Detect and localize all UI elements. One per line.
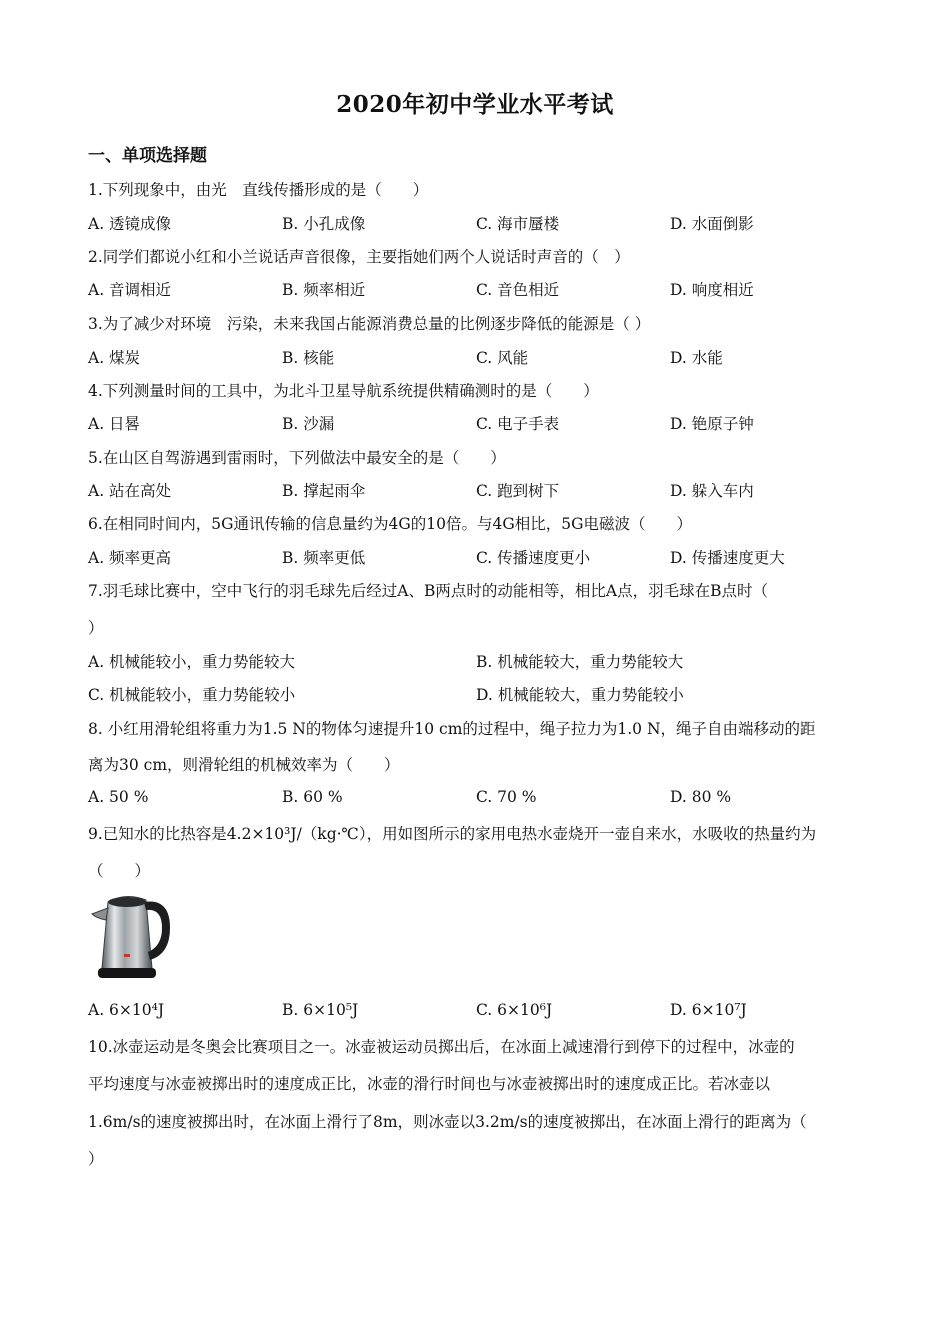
- q6-option-c: C. 传播速度更小: [476, 549, 591, 567]
- q5-option-b: B. 撑起雨伞: [282, 482, 366, 500]
- q7-option-c: C. 机械能较小，重力势能较小: [88, 686, 296, 704]
- question-10-stem-cont-2: 1.6m/s的速度被掷出时，在冰面上滑行了8m，则冰壶以3.2m/s的速度被掷出，在冰面上滑行的距离为（: [88, 1113, 807, 1131]
- q4-option-b: B. 沙漏: [282, 415, 335, 433]
- question-1-stem: 1.下列现象中，由光 直线传播形成的是（ ）: [88, 181, 429, 199]
- question-9-stem: 9.已知水的比热容是4.2×10³J/（kg·℃），用如图所示的家用电热水壶烧开一壶自来水，水吸收的热量约为: [88, 825, 817, 843]
- question-10-stem-cont-1: 平均速度与冰壶被掷出时的速度成正比，冰壶的滑行时间也与冰壶被掷出时的速度成正比。若冰壶以: [88, 1075, 771, 1093]
- q2-option-a: A. 音调相近: [88, 281, 172, 299]
- q1-option-d: D. 水面倒影: [670, 215, 754, 233]
- question-7-stem-cont: ）: [88, 619, 104, 637]
- q8-option-c: C. 70 %: [476, 788, 537, 806]
- q5-option-d: D. 躲入车内: [670, 482, 754, 500]
- q1-option-b: B. 小孔成像: [282, 215, 366, 233]
- question-9-stem-cont: （ ）: [88, 862, 151, 880]
- question-2-stem: 2.同学们都说小红和小兰说话声音很像，主要指她们两个人说话时声音的（ ）: [88, 248, 630, 266]
- q6-option-a: A. 频率更高: [88, 549, 172, 567]
- q9-option-c: C. 6×10⁶J: [476, 1001, 553, 1019]
- q7-option-b: B. 机械能较大，重力势能较大: [476, 653, 684, 671]
- q4-option-d: D. 铯原子钟: [670, 415, 754, 433]
- q4-option-c: C. 电子手表: [476, 415, 560, 433]
- exam-title: 2020年初中学业水平考试: [336, 91, 614, 118]
- question-8-stem-cont: 离为30 cm，则滑轮组的机械效率为（ ）: [88, 756, 400, 774]
- q1-option-c: C. 海市蜃楼: [476, 215, 560, 233]
- q9-option-d: D. 6×10⁷J: [670, 1001, 747, 1019]
- question-8-stem: 8. 小红用滑轮组将重力为1.5 N的物体匀速提升10 cm的过程中，绳子拉力为1.0 N，绳子自由端移动的距: [88, 720, 816, 738]
- q6-option-b: B. 频率更低: [282, 549, 366, 567]
- q9-option-b: B. 6×10⁵J: [282, 1001, 359, 1019]
- question-6-stem: 6.在相同时间内，5G通讯传输的信息量约为4G的10倍。与4G相比，5G电磁波（ ）: [88, 515, 692, 533]
- section-heading: 一、单项选择题: [88, 146, 207, 166]
- question-5-stem: 5.在山区自驾游遇到雷雨时，下列做法中最安全的是（ ）: [88, 449, 506, 467]
- q4-option-a: A. 日晷: [88, 415, 141, 433]
- question-4-stem: 4.下列测量时间的工具中，为北斗卫星导航系统提供精确测时的是（ ）: [88, 382, 599, 400]
- q3-option-a: A. 煤炭: [88, 349, 141, 367]
- question-3-stem: 3.为了减少对环境 污染，未来我国占能源消费总量的比例逐步降低的能源是（ ）: [88, 315, 651, 333]
- question-10-stem-cont-3: ）: [88, 1150, 104, 1168]
- question-7-stem: 7.羽毛球比赛中，空中飞行的羽毛球先后经过A、B两点时的动能相等，相比A点，羽毛球在B点时（: [88, 582, 768, 600]
- q2-option-b: B. 频率相近: [282, 281, 366, 299]
- q3-option-c: C. 风能: [476, 349, 529, 367]
- q6-option-d: D. 传播速度更大: [670, 549, 785, 567]
- q3-option-b: B. 核能: [282, 349, 335, 367]
- q8-option-a: A. 50 %: [88, 788, 149, 806]
- q8-option-b: B. 60 %: [282, 788, 343, 806]
- q1-option-a: A. 透镜成像: [88, 215, 172, 233]
- q7-option-a: A. 机械能较小，重力势能较大: [88, 653, 296, 671]
- q7-option-d: D. 机械能较大，重力势能较小: [476, 686, 684, 704]
- q3-option-d: D. 水能: [670, 349, 723, 367]
- question-10-stem: 10.冰壶运动是冬奥会比赛项目之一。冰壶被运动员掷出后，在冰面上减速滑行到停下的过程中，冰壶的: [88, 1038, 795, 1056]
- q9-option-a: A. 6×10⁴J: [88, 1001, 165, 1019]
- q8-option-d: D. 80 %: [670, 788, 732, 806]
- q5-option-a: A. 站在高处: [88, 482, 172, 500]
- electric-kettle-image: [86, 884, 176, 984]
- q2-option-c: C. 音色相近: [476, 281, 560, 299]
- q2-option-d: D. 响度相近: [670, 281, 754, 299]
- q5-option-c: C. 跑到树下: [476, 482, 560, 500]
